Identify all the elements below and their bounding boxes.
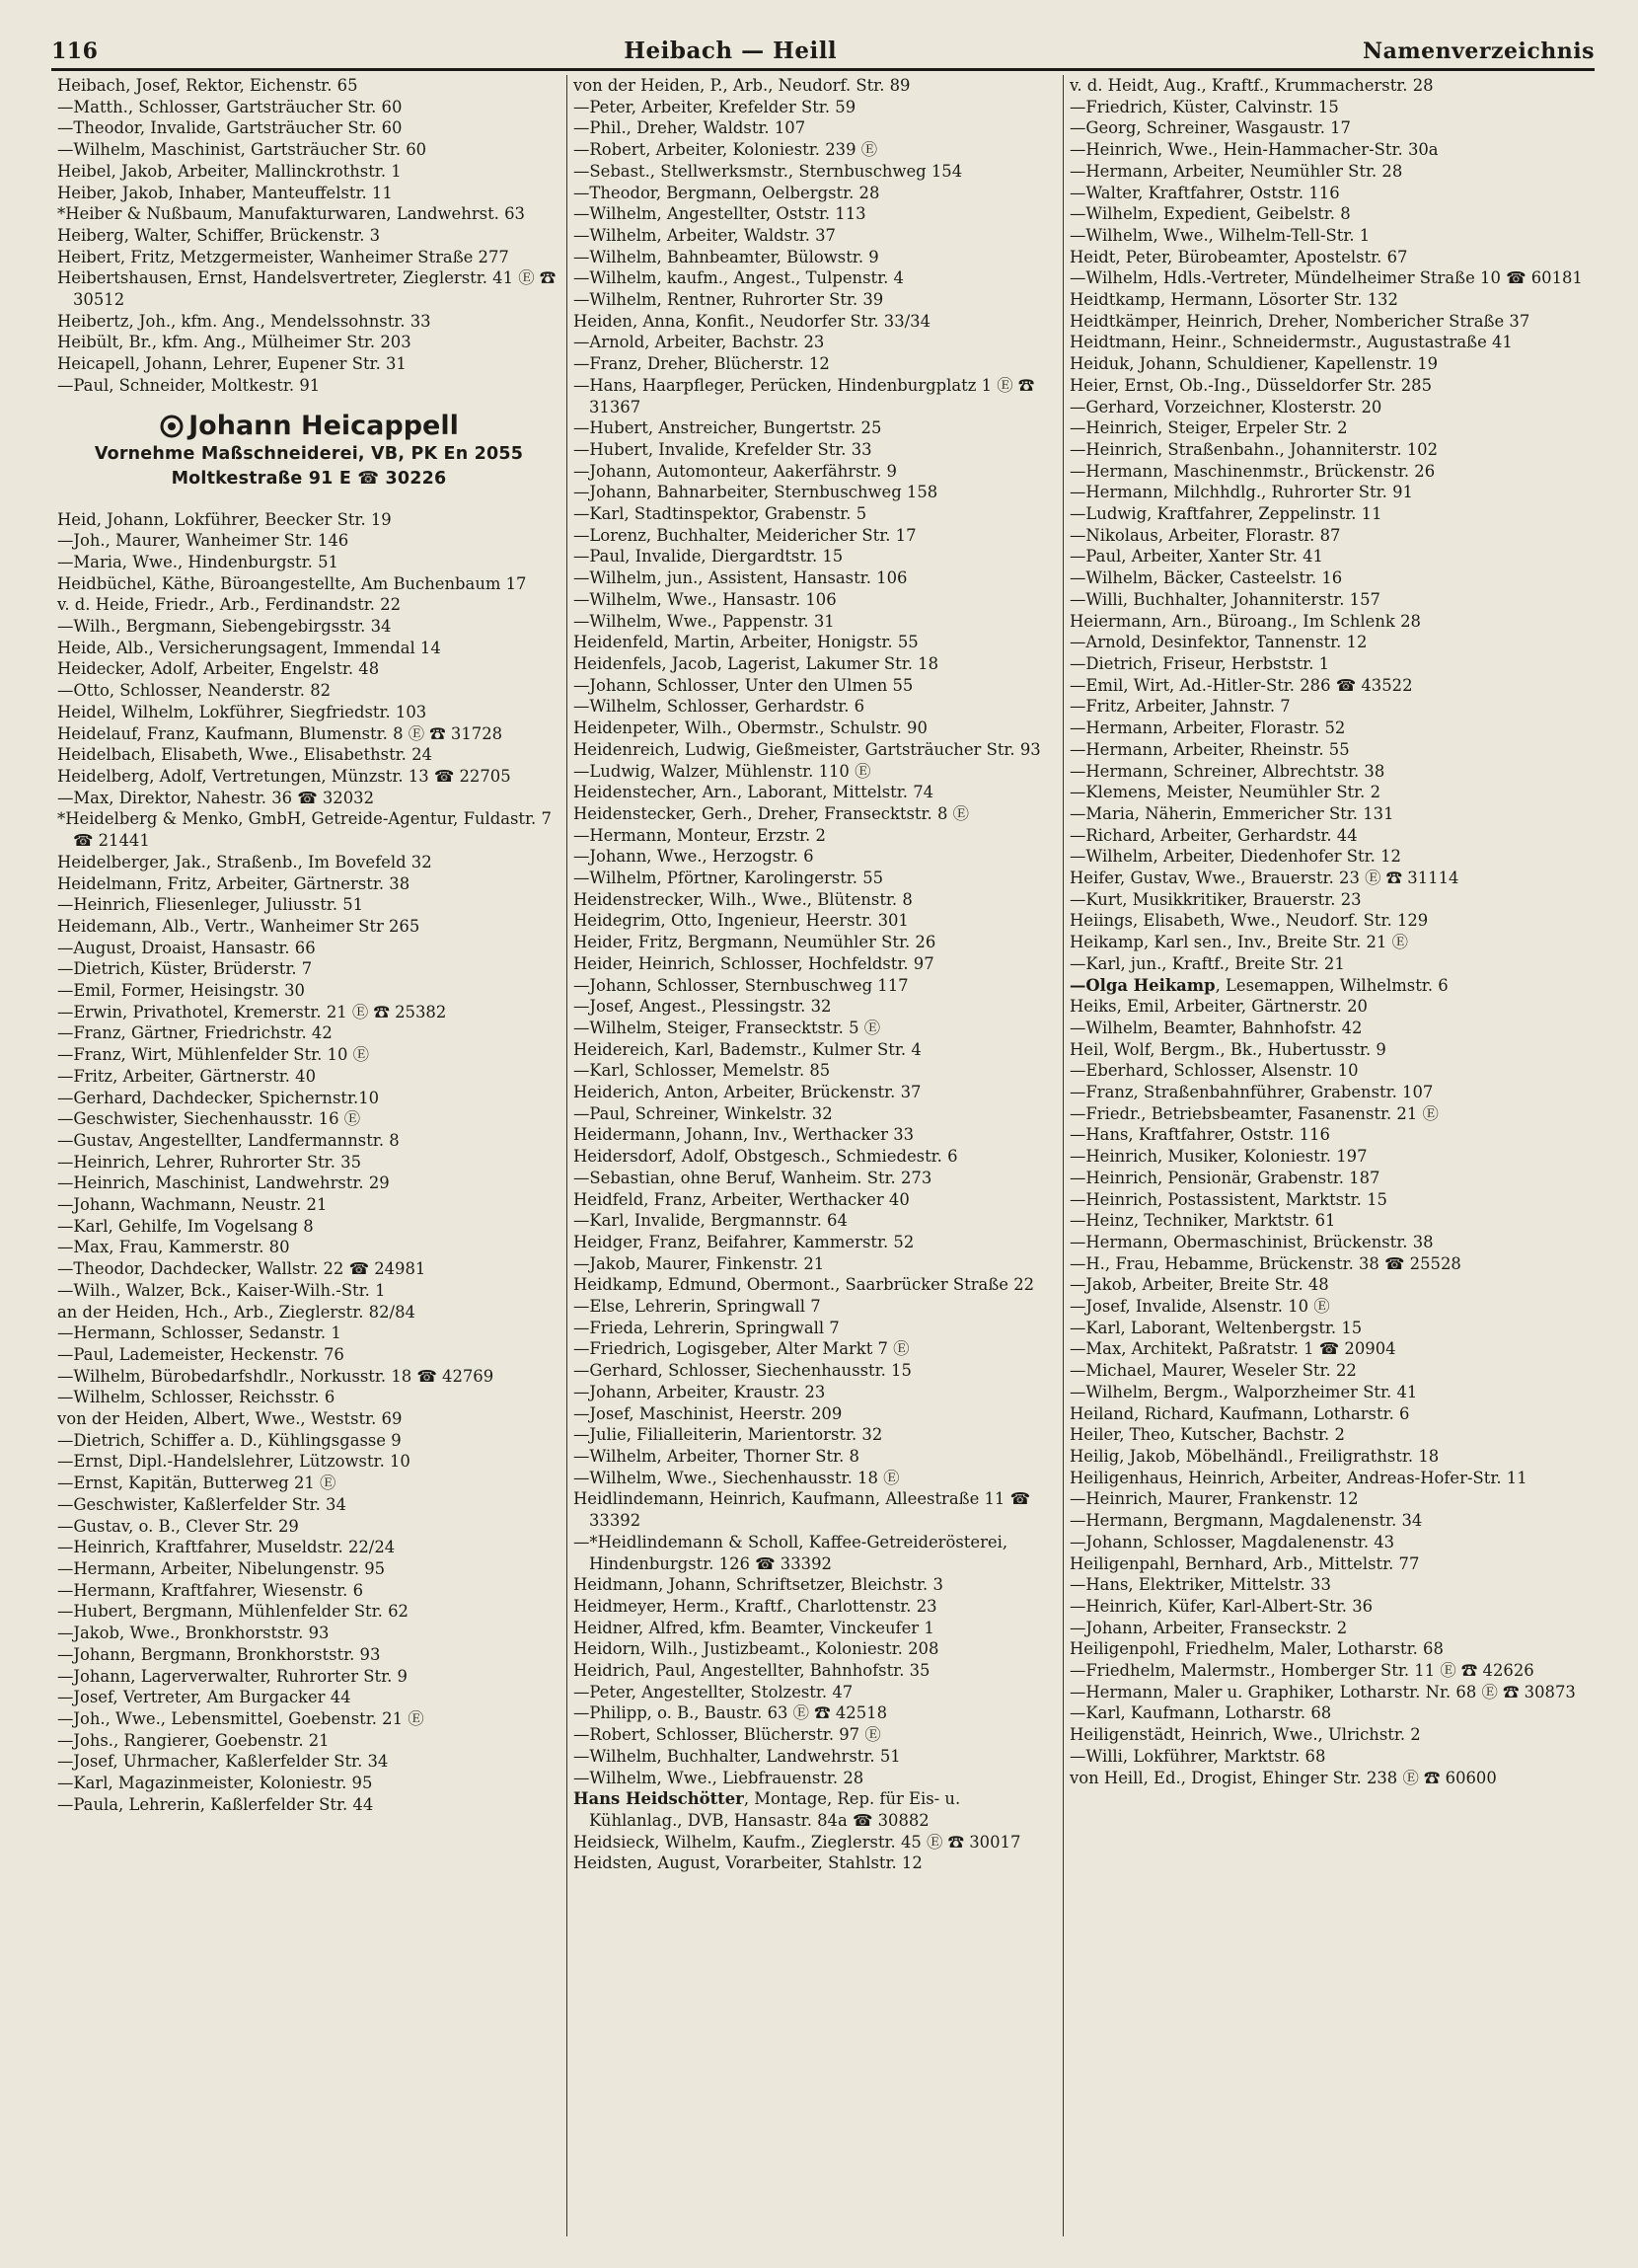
directory-entry: Heidelauf, Franz, Kaufmann, Blumenstr. 8 Ⓔ ☎ 31728 bbox=[57, 723, 503, 743]
directory-entry: Heidelberg, Adolf, Vertretungen, Münzstr. 13 ☎ 22705 bbox=[57, 766, 511, 786]
advertisement-line-2: Moltkestraße 91 E ☎ 30226 bbox=[171, 468, 447, 489]
directory-entry: —Philipp, o. B., Baustr. 63 Ⓔ ☎ 42518 bbox=[573, 1703, 888, 1723]
directory-entry: —Heinrich, Maschinist, Landwehrstr. 29 bbox=[57, 1173, 390, 1193]
directory-entry: Heidmeyer, Herm., Kraftf., Charlottenstr. 23 bbox=[573, 1596, 937, 1616]
directory-entry: —Karl, jun., Kraftf., Breite Str. 21 bbox=[1070, 953, 1345, 973]
directory-entry: —Heinrich, Fliesenleger, Juliusstr. 51 bbox=[57, 895, 364, 915]
directory-entry: von der Heiden, P., Arb., Neudorf. Str. 89 bbox=[573, 76, 911, 95]
directory-entry: —Phil., Dreher, Waldstr. 107 bbox=[573, 118, 806, 138]
directory-entry: —Joh., Maurer, Wanheimer Str. 146 bbox=[57, 531, 349, 551]
directory-entry: —Wilh., Walzer, Bck., Kaiser-Wilh.-Str. 1 bbox=[57, 1280, 386, 1300]
directory-entry: —Hermann, Kraftfahrer, Wiesenstr. 6 bbox=[57, 1580, 364, 1600]
directory-entry: —Michael, Maurer, Weseler Str. 22 bbox=[1070, 1361, 1357, 1381]
directory-entry: —Otto, Schlosser, Neanderstr. 82 bbox=[57, 681, 332, 701]
directory-entry: Heiden, Anna, Konfit., Neudorfer Str. 33/34 bbox=[573, 311, 931, 331]
directory-entry: —Wilhelm, Pförtner, Karolingerstr. 55 bbox=[573, 869, 884, 888]
directory-entry: —Johann, Schlosser, Magdalenenstr. 43 bbox=[1070, 1532, 1395, 1551]
directory-entry: Heidereich, Karl, Bademstr., Kulmer Str. 4 bbox=[573, 1039, 922, 1059]
directory-entry: Heidrich, Paul, Angestellter, Bahnhofstr. 35 bbox=[573, 1661, 931, 1681]
directory-entry: —Karl, Gehilfe, Im Vogelsang 8 bbox=[57, 1216, 314, 1236]
directory-entry: —Robert, Schlosser, Blücherstr. 97 Ⓔ bbox=[573, 1725, 881, 1745]
directory-entry: —Wilhelm, Bergm., Walporzheimer Str. 41 bbox=[1070, 1382, 1418, 1401]
directory-entry: —Willi, Buchhalter, Johanniterstr. 157 bbox=[1070, 589, 1380, 609]
directory-entry: —Heinrich, Postassistent, Marktstr. 15 bbox=[1070, 1189, 1387, 1209]
column-1 bbox=[51, 75, 567, 2236]
directory-entry: —Wilhelm, Beamter, Bahnhofstr. 42 bbox=[1070, 1018, 1363, 1037]
directory-entry: —Jakob, Maurer, Finkenstr. 21 bbox=[573, 1253, 825, 1273]
directory-entry: Heier, Ernst, Ob.-Ing., Düsseldorfer Str. 285 bbox=[1070, 375, 1433, 395]
directory-entry: Heiland, Richard, Kaufmann, Lotharstr. 6 bbox=[1070, 1403, 1410, 1423]
page-title: Heibach — Heill bbox=[624, 38, 838, 64]
directory-entry: Heidsten, August, Vorarbeiter, Stahlstr. 12 bbox=[573, 1853, 923, 1873]
directory-entry: —Friedr., Betriebsbeamter, Fasanenstr. 21 Ⓔ bbox=[1070, 1103, 1439, 1123]
directory-entry: Heidger, Franz, Beifahrer, Kammerstr. 52 bbox=[573, 1232, 915, 1251]
directory-entry: —Jakob, Arbeiter, Breite Str. 48 bbox=[1070, 1275, 1329, 1295]
section-title: Namenverzeichnis bbox=[1363, 38, 1595, 64]
directory-entry: —Else, Lehrerin, Springwall 7 bbox=[573, 1297, 821, 1317]
directory-entry: Heidersdorf, Adolf, Obstgesch., Schmiedestr. 6 bbox=[573, 1147, 958, 1167]
directory-entry: Heidelbach, Elisabeth, Wwe., Elisabethstr. 24 bbox=[57, 745, 432, 765]
directory-entry: —Gustav, Angestellter, Landfermannstr. 8 bbox=[57, 1130, 400, 1150]
directory-entry: Heiligenpohl, Friedhelm, Maler, Lotharstr. 68 bbox=[1070, 1639, 1444, 1659]
directory-entry: —Johann, Arbeiter, Kraustr. 23 bbox=[573, 1382, 826, 1401]
directory-entry: —Paul, Arbeiter, Xanter Str. 41 bbox=[1070, 547, 1323, 567]
entry-bold-name: Hans Heidschötter bbox=[573, 1789, 744, 1809]
column-1-entries bbox=[57, 75, 560, 397]
directory-entry: —Ernst, Kapitän, Butterweg 21 Ⓔ bbox=[57, 1474, 336, 1493]
directory-entry: —Wilh., Bergmann, Siebengebirgsstr. 34 bbox=[57, 617, 392, 637]
directory-entry: Heidenstecker, Gerh., Dreher, Fransecktstr. 8 Ⓔ bbox=[573, 803, 969, 823]
directory-entry: —Wilhelm, Arbeiter, Diedenhofer Str. 12 bbox=[1070, 847, 1401, 867]
directory-entry: —Dietrich, Friseur, Herbststr. 1 bbox=[1070, 653, 1330, 673]
advertisement bbox=[57, 411, 560, 491]
directory-entry: —Johs., Rangierer, Goebenstr. 21 bbox=[57, 1730, 330, 1750]
directory-entry: —Ludwig, Walzer, Mühlenstr. 110 Ⓔ bbox=[573, 761, 871, 781]
directory-entry: —Hermann, Schreiner, Albrechtstr. 38 bbox=[1070, 761, 1385, 781]
directory-entry: —Wilhelm, jun., Assistent, Hansastr. 106 bbox=[573, 568, 908, 588]
directory-entry: —Wilhelm, Buchhalter, Landwehrstr. 51 bbox=[573, 1746, 901, 1766]
directory-entry: —Geschwister, Siechenhausstr. 16 Ⓔ bbox=[57, 1109, 361, 1129]
directory-entry: —Karl, Kaufmann, Lotharstr. 68 bbox=[1070, 1703, 1332, 1723]
directory-entry: —Olga Heikamp, Lesemappen, Wilhelmstr. 6 bbox=[1070, 975, 1449, 995]
ornament-icon bbox=[159, 414, 185, 439]
directory-entry: —Heinrich, Kraftfahrer, Museldstr. 22/24 bbox=[57, 1538, 396, 1557]
column-3-entries bbox=[1070, 75, 1583, 1788]
page-number: 116 bbox=[51, 38, 99, 64]
directory-entry: —Max, Direktor, Nahestr. 36 ☎ 32032 bbox=[57, 788, 375, 807]
directory-entry: —Karl, Stadtinspektor, Grabenstr. 5 bbox=[573, 504, 867, 524]
directory-entry: —Emil, Wirt, Ad.-Hitler-Str. 286 ☎ 43522 bbox=[1070, 675, 1413, 695]
directory-entry: Heil, Wolf, Bergm., Bk., Hubertusstr. 9 bbox=[1070, 1039, 1386, 1059]
directory-entry: —Franz, Wirt, Mühlenfelder Str. 10 Ⓔ bbox=[57, 1045, 369, 1065]
directory-entry: —Heinrich, Pensionär, Grabenstr. 187 bbox=[1070, 1168, 1380, 1187]
advertisement-name-row bbox=[57, 411, 560, 442]
directory-entry: Heibel, Jakob, Arbeiter, Mallinckrothstr. 1 bbox=[57, 161, 402, 181]
advertisement-name: Johann Heicappell bbox=[188, 410, 459, 441]
directory-entry: —Matth., Schlosser, Gartsträucher Str. 60 bbox=[57, 97, 403, 116]
directory-entry: Heibült, Br., kfm. Ang., Mülheimer Str. 203 bbox=[57, 333, 411, 352]
directory-entry: —Nikolaus, Arbeiter, Florastr. 87 bbox=[1070, 525, 1341, 545]
directory-entry: —Peter, Angestellter, Stolzestr. 47 bbox=[573, 1682, 854, 1701]
directory-entry: Heiduk, Johann, Schuldiener, Kapellenstr. 19 bbox=[1070, 354, 1439, 374]
directory-entry: —Wilhelm, Expedient, Geibelstr. 8 bbox=[1070, 204, 1351, 224]
directory-entry: Heidenpeter, Wilh., Obermstr., Schulstr. 90 bbox=[573, 718, 928, 738]
directory-entry: —Wilhelm, Bürobedarfshdlr., Norkusstr. 18 ☎ 42769 bbox=[57, 1366, 494, 1386]
directory-entry: Heibertz, Joh., kfm. Ang., Mendelssohnstr. 33 bbox=[57, 311, 431, 331]
entry-bold-name: —Olga Heikamp bbox=[1070, 975, 1216, 995]
directory-entry: —Josef, Invalide, Alsenstr. 10 Ⓔ bbox=[1070, 1297, 1330, 1317]
directory-entry: —Wilhelm, Schlosser, Gerhardstr. 6 bbox=[573, 697, 865, 717]
directory-entry: Heidtmann, Heinr., Schneidermstr., Augustastraße 41 bbox=[1070, 333, 1513, 352]
directory-entry: Heiler, Theo, Kutscher, Bachstr. 2 bbox=[1070, 1425, 1345, 1445]
directory-entry: Heidegrim, Otto, Ingenieur, Heerstr. 301 bbox=[573, 911, 909, 931]
directory-entry: Heidenstecher, Arn., Laborant, Mittelstr. 74 bbox=[573, 783, 934, 802]
directory-entry: v. d. Heidt, Aug., Kraftf., Krummacherstr. 28 bbox=[1070, 76, 1434, 95]
column-2-entries bbox=[573, 75, 1057, 1874]
directory-entry: —Hubert, Anstreicher, Bungertstr. 25 bbox=[573, 418, 882, 438]
directory-entry: —Johann, Schlosser, Unter den Ulmen 55 bbox=[573, 675, 914, 695]
column-3 bbox=[1064, 75, 1589, 2236]
directory-entry: Heidbüchel, Käthe, Büroangestellte, Am Buchenbaum 17 bbox=[57, 573, 527, 593]
column-1-entries-after-ad bbox=[57, 509, 560, 1816]
directory-entry: —Walter, Kraftfahrer, Oststr. 116 bbox=[1070, 183, 1340, 202]
directory-entry: von der Heiden, Albert, Wwe., Weststr. 69 bbox=[57, 1409, 403, 1429]
directory-entry: —*Heidlindemann & Scholl, Kaffee-Getreiderösterei, Hindenburgstr. 126 ☎ 33392 bbox=[573, 1532, 1008, 1573]
directory-entry: Heiderich, Anton, Arbeiter, Brückenstr. 37 bbox=[573, 1083, 922, 1102]
directory-entry: —Wilhelm, Steiger, Fransecktstr. 5 Ⓔ bbox=[573, 1018, 881, 1037]
directory-entry: —Arnold, Arbeiter, Bachstr. 23 bbox=[573, 333, 825, 352]
directory-entry: —Heinrich, Musiker, Koloniestr. 197 bbox=[1070, 1147, 1368, 1167]
directory-entry: Heiermann, Arn., Büroang., Im Schlenk 28 bbox=[1070, 611, 1421, 631]
directory-entry: —Erwin, Privathotel, Kremerstr. 21 Ⓔ ☎ 25382 bbox=[57, 1002, 447, 1021]
directory-entry: —Theodor, Dachdecker, Wallstr. 22 ☎ 24981 bbox=[57, 1259, 426, 1279]
directory-entry: Heidenreich, Ludwig, Gießmeister, Gartsträucher Str. 93 bbox=[573, 739, 1041, 759]
directory-entry: Heiligenpahl, Bernhard, Arb., Mittelstr. 77 bbox=[1070, 1553, 1420, 1573]
directory-entry: Heikamp, Karl sen., Inv., Breite Str. 21 Ⓔ bbox=[1070, 933, 1409, 952]
directory-entry: —Johann, Bahnarbeiter, Sternbuschweg 158 bbox=[573, 483, 938, 502]
directory-entry: Heidorn, Wilh., Justizbeamt., Koloniestr. 208 bbox=[573, 1639, 939, 1659]
directory-entry: —Richard, Arbeiter, Gerhardstr. 44 bbox=[1070, 825, 1358, 845]
directory-entry: —Arnold, Desinfektor, Tannenstr. 12 bbox=[1070, 633, 1368, 652]
directory-entry: Heidel, Wilhelm, Lokführer, Siegfriedstr. 103 bbox=[57, 702, 427, 721]
directory-entry: —Paula, Lehrerin, Kaßlerfelder Str. 44 bbox=[57, 1794, 374, 1814]
directory-entry: —Gustav, o. B., Clever Str. 29 bbox=[57, 1516, 299, 1536]
page-header bbox=[51, 38, 1595, 71]
directory-entry: Heidemann, Alb., Vertr., Wanheimer Str 265 bbox=[57, 916, 420, 936]
directory-entry: —Karl, Laborant, Weltenbergstr. 15 bbox=[1070, 1318, 1363, 1337]
directory-entry: —Hans, Elektriker, Mittelstr. 33 bbox=[1070, 1575, 1331, 1595]
directory-entry: Heidner, Alfred, kfm. Beamter, Vinckeufer 1 bbox=[573, 1618, 934, 1637]
directory-entry: Hans Heidschötter, Montage, Rep. für Eis- u. Kühlanlag., DVB, Hansastr. 84a ☎ 30882 bbox=[573, 1789, 961, 1830]
directory-entry: Heifer, Gustav, Wwe., Brauerstr. 23 Ⓔ ☎ 31114 bbox=[1070, 869, 1459, 888]
directory-entry: —Gerhard, Vorzeichner, Klosterstr. 20 bbox=[1070, 397, 1382, 416]
directory-entry: *Heidelberg & Menko, GmbH, Getreide-Agentur, Fuldastr. 7 ☎ 21441 bbox=[57, 809, 552, 851]
directory-entry: —Franz, Dreher, Blücherstr. 12 bbox=[573, 354, 830, 374]
directory-entry: —Johann, Automonteur, Aakerfährstr. 9 bbox=[573, 461, 897, 481]
directory-entry: Heibertshausen, Ernst, Handelsvertreter, Zieglerstr. 41 Ⓔ ☎ 30512 bbox=[57, 268, 557, 310]
directory-entry: —Hermann, Maschinenmstr., Brückenstr. 26 bbox=[1070, 461, 1436, 481]
directory-entry: —Wilhelm, Rentner, Ruhrorter Str. 39 bbox=[573, 290, 884, 310]
directory-entry: —Wilhelm, Wwe., Siechenhausstr. 18 Ⓔ bbox=[573, 1468, 900, 1487]
directory-entry: —Heinrich, Straßenbahn., Johanniterstr. 102 bbox=[1070, 439, 1439, 459]
directory-entry: Heiberg, Walter, Schiffer, Brückenstr. 3 bbox=[57, 225, 381, 245]
directory-entry: —Wilhelm, Arbeiter, Thorner Str. 8 bbox=[573, 1447, 859, 1466]
directory-entry: —Wilhelm, Maschinist, Gartsträucher Str. 60 bbox=[57, 140, 427, 160]
directory-entry: —Heinrich, Maurer, Frankenstr. 12 bbox=[1070, 1489, 1359, 1509]
directory-entry: *Heiber & Nußbaum, Manufakturwaren, Landwehrst. 63 bbox=[57, 204, 525, 224]
directory-entry: Heiber, Jakob, Inhaber, Manteuffelstr. 11 bbox=[57, 183, 393, 202]
directory-entry: —Lorenz, Buchhalter, Meidericher Str. 17 bbox=[573, 525, 917, 545]
directory-entry: —Johann, Bergmann, Bronkhorststr. 93 bbox=[57, 1644, 381, 1664]
directory-entry: —Fritz, Arbeiter, Gärtnerstr. 40 bbox=[57, 1066, 317, 1086]
directory-entry: —Dietrich, Küster, Brüderstr. 7 bbox=[57, 959, 313, 979]
directory-entry: Heide, Alb., Versicherungsagent, Immendal 14 bbox=[57, 638, 441, 657]
directory-entry: —Hermann, Arbeiter, Nibelungenstr. 95 bbox=[57, 1559, 386, 1578]
directory-entry: —Julie, Filialleiterin, Marientorstr. 32 bbox=[573, 1425, 883, 1445]
directory-entry: —Paul, Lademeister, Heckenstr. 76 bbox=[57, 1344, 344, 1364]
directory-entry: —Karl, Invalide, Bergmannstr. 64 bbox=[573, 1211, 848, 1231]
directory-entry: —Wilhelm, Wwe., Wilhelm-Tell-Str. 1 bbox=[1070, 225, 1371, 245]
directory-entry: —Heinrich, Lehrer, Ruhrorter Str. 35 bbox=[57, 1152, 361, 1172]
directory-entry: —Hermann, Bergmann, Magdalenenstr. 34 bbox=[1070, 1511, 1423, 1531]
directory-entry: Heicapell, Johann, Lehrer, Eupener Str. 31 bbox=[57, 354, 407, 374]
directory-entry: —Heinrich, Steiger, Erpeler Str. 2 bbox=[1070, 418, 1348, 438]
directory-entry: —Heinrich, Küfer, Karl-Albert-Str. 36 bbox=[1070, 1596, 1374, 1616]
directory-entry: —Friedrich, Küster, Calvinstr. 15 bbox=[1070, 97, 1339, 116]
directory-entry: —Wilhelm, Bäcker, Casteelstr. 16 bbox=[1070, 568, 1343, 588]
directory-entry: —Hermann, Milchhdlg., Ruhrorter Str. 91 bbox=[1070, 483, 1413, 502]
directory-entry: —Wilhelm, Wwe., Pappenstr. 31 bbox=[573, 611, 835, 631]
directory-entry: —Josef, Vertreter, Am Burgacker 44 bbox=[57, 1688, 351, 1707]
directory-entry: —Dietrich, Schiffer a. D., Kühlingsgasse 9 bbox=[57, 1430, 402, 1450]
directory-entry: von Heill, Ed., Drogist, Ehinger Str. 238 Ⓔ ☎ 60600 bbox=[1070, 1768, 1497, 1787]
directory-entry: —Maria, Näherin, Emmericher Str. 131 bbox=[1070, 803, 1394, 823]
directory-entry: Heibach, Josef, Rektor, Eichenstr. 65 bbox=[57, 76, 358, 95]
directory-entry: —Wilhelm, kaufm., Angest., Tulpenstr. 4 bbox=[573, 268, 904, 288]
directory-entry: —Jakob, Wwe., Bronkhorststr. 93 bbox=[57, 1624, 330, 1643]
directory-entry: —Franz, Straßenbahnführer, Grabenstr. 107 bbox=[1070, 1083, 1434, 1102]
directory-entry: —Wilhelm, Bahnbeamter, Bülowstr. 9 bbox=[573, 247, 879, 266]
directory-entry: Heibert, Fritz, Metzgermeister, Wanheimer Straße 277 bbox=[57, 247, 509, 266]
directory-entry: Heiligenhaus, Heinrich, Arbeiter, Andreas-Hofer-Str. 11 bbox=[1070, 1468, 1527, 1487]
directory-entry: —Gerhard, Schlosser, Siechenhausstr. 15 bbox=[573, 1361, 912, 1381]
column-2 bbox=[567, 75, 1064, 2236]
directory-entry: —Hermann, Monteur, Erzstr. 2 bbox=[573, 825, 826, 845]
directory-entry: —Friedhelm, Malermstr., Homberger Str. 11 Ⓔ ☎ 42626 bbox=[1070, 1661, 1534, 1681]
directory-entry: —Hubert, Bergmann, Mühlenfelder Str. 62 bbox=[57, 1602, 409, 1622]
directory-entry: —Johann, Lagerverwalter, Ruhrorter Str. 9 bbox=[57, 1666, 408, 1686]
advertisement-line-1: Vornehme Maßschneiderei, VB, PK En 2055 bbox=[94, 443, 524, 464]
directory-entry: —Gerhard, Dachdecker, Spichernstr.10 bbox=[57, 1088, 380, 1107]
directory-entry: Heider, Fritz, Bergmann, Neumühler Str. 26 bbox=[573, 933, 936, 952]
directory-entry: Heider, Heinrich, Schlosser, Hochfeldstr. 97 bbox=[573, 953, 934, 973]
directory-entry: v. d. Heide, Friedr., Arb., Ferdinandstr. 22 bbox=[57, 595, 402, 615]
directory-entry: Heidelmann, Fritz, Arbeiter, Gärtnerstr. 38 bbox=[57, 873, 410, 893]
directory-entry: Heidtkamp, Hermann, Lösorter Str. 132 bbox=[1070, 290, 1398, 310]
directory-entry: —Max, Architekt, Paßratstr. 1 ☎ 20904 bbox=[1070, 1339, 1396, 1359]
directory-entry: —Friedrich, Logisgeber, Alter Markt 7 Ⓔ bbox=[573, 1339, 910, 1359]
directory-entry: Heiings, Elisabeth, Wwe., Neudorf. Str. 129 bbox=[1070, 911, 1429, 931]
directory-entry: —Sebastian, ohne Beruf, Wanheim. Str. 273 bbox=[573, 1168, 932, 1187]
directory-entry: —Wilhelm, Angestellter, Oststr. 113 bbox=[573, 204, 866, 224]
directory-entry: —Hans, Kraftfahrer, Oststr. 116 bbox=[1070, 1125, 1330, 1145]
directory-entry: —Paul, Schneider, Moltkestr. 91 bbox=[57, 375, 321, 395]
directory-entry: —Hermann, Obermaschinist, Brückenstr. 38 bbox=[1070, 1232, 1434, 1251]
directory-entry: —Hermann, Arbeiter, Neumühler Str. 28 bbox=[1070, 161, 1403, 181]
directory-entry: Heidmann, Johann, Schriftsetzer, Bleichstr. 3 bbox=[573, 1575, 943, 1595]
directory-entry: —Heinz, Techniker, Marktstr. 61 bbox=[1070, 1211, 1336, 1231]
directory-entry: an der Heiden, Hch., Arb., Zieglerstr. 82/84 bbox=[57, 1302, 415, 1322]
directory-entry: —Wilhelm, Hdls.-Vertreter, Mündelheimer Straße 10 ☎ 60181 bbox=[1070, 268, 1583, 288]
directory-entry: —Hubert, Invalide, Krefelder Str. 33 bbox=[573, 439, 872, 459]
directory-entry: —Johann, Wachmann, Neustr. 21 bbox=[57, 1195, 328, 1215]
directory-entry: Heidenstrecker, Wilh., Wwe., Blütenstr. 8 bbox=[573, 889, 913, 909]
directory-entry: —Paul, Invalide, Diergardtstr. 15 bbox=[573, 547, 844, 567]
directory-entry: —Josef, Uhrmacher, Kaßlerfelder Str. 34 bbox=[57, 1752, 389, 1772]
directory-entry: —H., Frau, Hebamme, Brückenstr. 38 ☎ 25528 bbox=[1070, 1253, 1461, 1273]
directory-entry: Heidlindemann, Heinrich, Kaufmann, Alleestraße 11 ☎ 33392 bbox=[573, 1489, 1030, 1531]
directory-entry: —Ludwig, Kraftfahrer, Zeppelinstr. 11 bbox=[1070, 504, 1382, 524]
directory-entry: —Johann, Wwe., Herzogstr. 6 bbox=[573, 847, 814, 867]
directory-entry: —August, Droaist, Hansastr. 66 bbox=[57, 938, 316, 957]
directory-entry: —Georg, Schreiner, Wasgaustr. 17 bbox=[1070, 118, 1351, 138]
directory-entry: —Peter, Arbeiter, Krefelder Str. 59 bbox=[573, 97, 856, 116]
directory-entry: —Wilhelm, Wwe., Liebfrauenstr. 28 bbox=[573, 1768, 864, 1787]
directory-entry: Heidenfeld, Martin, Arbeiter, Honigstr. 55 bbox=[573, 633, 919, 652]
directory-entry: —Hans, Haarpfleger, Perücken, Hindenburgplatz 1 Ⓔ ☎ 31367 bbox=[573, 375, 1035, 416]
directory-entry: —Robert, Arbeiter, Koloniestr. 239 Ⓔ bbox=[573, 140, 878, 160]
directory-entry: Heid, Johann, Lokführer, Beecker Str. 19 bbox=[57, 509, 392, 529]
directory-entry: —Frieda, Lehrerin, Springwall 7 bbox=[573, 1318, 840, 1337]
directory-entry: Heidkamp, Edmund, Obermont., Saarbrücker Straße 22 bbox=[573, 1275, 1035, 1295]
directory-entry: Heidecker, Adolf, Arbeiter, Engelstr. 48 bbox=[57, 659, 380, 679]
directory-entry: —Karl, Schlosser, Memelstr. 85 bbox=[573, 1061, 831, 1081]
directory-entry: —Hermann, Arbeiter, Florastr. 52 bbox=[1070, 718, 1346, 738]
directory-entry: —Johann, Schlosser, Sternbuschweg 117 bbox=[573, 975, 909, 995]
directory-entry: —Wilhelm, Schlosser, Reichsstr. 6 bbox=[57, 1388, 335, 1407]
directory-entry: Heidenfels, Jacob, Lagerist, Lakumer Str. 18 bbox=[573, 653, 939, 673]
directory-entry: —Ernst, Dipl.-Handelslehrer, Lützowstr. 10 bbox=[57, 1452, 410, 1472]
directory-entry: Heidtkämper, Heinrich, Dreher, Nombericher Straße 37 bbox=[1070, 311, 1530, 331]
directory-entry: —Franz, Gärtner, Friedrichstr. 42 bbox=[57, 1023, 333, 1043]
directory-entry: Heilig, Jakob, Möbelhändl., Freiligrathstr. 18 bbox=[1070, 1447, 1440, 1466]
directory-entry: Heiks, Emil, Arbeiter, Gärtnerstr. 20 bbox=[1070, 997, 1368, 1017]
directory-entry: —Geschwister, Kaßlerfelder Str. 34 bbox=[57, 1494, 346, 1514]
directory-entry: —Theodor, Bergmann, Oelbergstr. 28 bbox=[573, 183, 880, 202]
directory-entry: —Emil, Former, Heisingstr. 30 bbox=[57, 981, 305, 1001]
directory-entry: —Hermann, Arbeiter, Rheinstr. 55 bbox=[1070, 739, 1350, 759]
directory-entry: —Fritz, Arbeiter, Jahnstr. 7 bbox=[1070, 697, 1291, 717]
directory-entry: Heiligenstädt, Heinrich, Wwe., Ulrichstr. 2 bbox=[1070, 1725, 1421, 1745]
directory-entry: —Maria, Wwe., Hindenburgstr. 51 bbox=[57, 552, 338, 571]
directory-entry: —Willi, Lokführer, Marktstr. 68 bbox=[1070, 1746, 1326, 1766]
directory-entry: —Johann, Arbeiter, Franseckstr. 2 bbox=[1070, 1618, 1348, 1637]
directory-entry: —Theodor, Invalide, Gartsträucher Str. 60 bbox=[57, 118, 403, 138]
directory-entry: Heidfeld, Franz, Arbeiter, Werthacker 40 bbox=[573, 1189, 910, 1209]
directory-entry: —Kurt, Musikkritiker, Brauerstr. 23 bbox=[1070, 889, 1362, 909]
directory-entry: Heidsieck, Wilhelm, Kaufm., Zieglerstr. 45 Ⓔ ☎ 30017 bbox=[573, 1832, 1021, 1852]
directory-entry: Heidermann, Johann, Inv., Werthacker 33 bbox=[573, 1125, 915, 1145]
directory-entry: —Joh., Wwe., Lebensmittel, Goebenstr. 21 Ⓔ bbox=[57, 1708, 424, 1728]
directory-columns bbox=[51, 75, 1595, 2236]
directory-entry: —Eberhard, Schlosser, Alsenstr. 10 bbox=[1070, 1061, 1359, 1081]
directory-entry: —Hermann, Schlosser, Sedanstr. 1 bbox=[57, 1323, 341, 1343]
directory-entry: —Karl, Magazinmeister, Koloniestr. 95 bbox=[57, 1774, 373, 1793]
directory-entry: —Heinrich, Wwe., Hein-Hammacher-Str. 30a bbox=[1070, 140, 1439, 160]
directory-entry: —Hermann, Maler u. Graphiker, Lotharstr. Nr. 68 Ⓔ ☎ 30873 bbox=[1070, 1682, 1576, 1701]
directory-entry: Heidelberger, Jak., Straßenb., Im Bovefeld 32 bbox=[57, 852, 432, 871]
directory-entry: —Wilhelm, Wwe., Hansastr. 106 bbox=[573, 589, 837, 609]
directory-entry: —Josef, Angest., Plessingstr. 32 bbox=[573, 997, 832, 1017]
directory-entry: —Max, Frau, Kammerstr. 80 bbox=[57, 1238, 290, 1257]
directory-entry: —Josef, Maschinist, Heerstr. 209 bbox=[573, 1403, 843, 1423]
directory-entry: —Klemens, Meister, Neumühler Str. 2 bbox=[1070, 783, 1381, 802]
directory-entry: —Sebast., Stellwerksmstr., Sternbuschweg 154 bbox=[573, 161, 963, 181]
directory-entry: —Paul, Schreiner, Winkelstr. 32 bbox=[573, 1103, 833, 1123]
directory-entry: —Wilhelm, Arbeiter, Waldstr. 37 bbox=[573, 225, 836, 245]
directory-entry: Heidt, Peter, Bürobeamter, Apostelstr. 67 bbox=[1070, 247, 1408, 266]
